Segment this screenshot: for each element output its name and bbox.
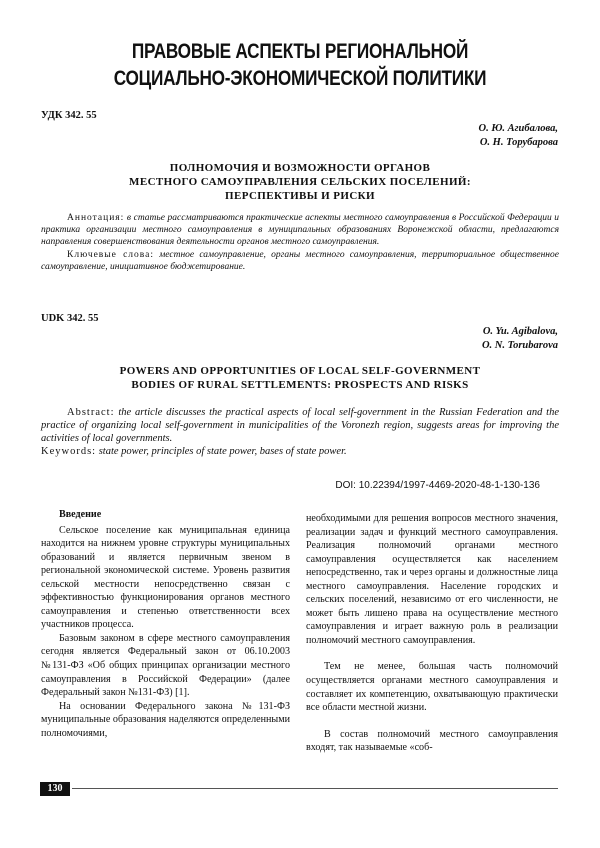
abstract <box>41 406 559 445</box>
page-number: 130 <box>40 782 70 796</box>
paragraph: На основании Федерального закона №131-ФЗ муниципальные образования наделяются определенными полномочиями, <box>41 700 290 739</box>
title-line: ПОЛНОМОЧИЯ И ВОЗМОЖНОСТИ ОРГАНОВ <box>169 162 431 174</box>
keywords-text: state power, principles of state power, bases of state power. <box>98 446 347 457</box>
paragraph: В состав полномочий местного самоуправления входят, так называемые «соб- <box>306 728 558 754</box>
abstract-en <box>41 406 559 458</box>
title-line: ПЕРСПЕКТИВЫ И РИСКИ <box>225 190 375 202</box>
paragraph: Сельское поселение как муниципальная единица находится на нижнем уровне структуры муниципальных образований и является первичным звеном в региональной экономической системе. Уровень развития сельской местности непосредственно связан с эффективностью функционирования органов местного самоуправления и степенью ответственности всех участников процесса. <box>41 524 290 631</box>
keywords-en <box>41 445 559 458</box>
keywords-label: Keywords: <box>41 446 97 457</box>
article-title-ru <box>0 161 600 203</box>
section-title-line: СОЦИАЛЬНО-ЭКОНОМИЧЕСКОЙ ПОЛИТИКИ <box>113 67 487 90</box>
abstract-ru <box>41 212 559 273</box>
abstract-label: Abstract: <box>67 407 115 418</box>
annotation <box>41 212 559 249</box>
keywords-ru <box>41 249 559 273</box>
title-line: МЕСТНОГО САМОУПРАВЛЕНИЯ СЕЛЬСКИХ ПОСЕЛЕНИЙ: <box>129 176 471 188</box>
annotation-text: в статье рассматриваются практические аспекты местного самоуправления в Российской Федерации и практика организации местного самоуправления в муниципальных образованиях Воронежской области, предлагаются направления совершенствования деятельности органов местного самоуправления. <box>41 213 560 248</box>
paragraph: Тем не менее, большая часть полномочий осуществляется органами местного самоуправления и составляет их компетенцию, охватывающую практически все области местной жизни. <box>306 661 558 714</box>
article-title-en <box>0 364 600 392</box>
body-column-left <box>41 508 290 740</box>
title-line: BODIES OF RURAL SETTLEMENTS: PROSPECTS AND RISKS <box>131 379 469 391</box>
title-line: POWERS AND OPPORTUNITIES OF LOCAL SELF-GOVERNMENT <box>119 365 481 377</box>
udk-ru: УДК 342. 55 <box>41 110 97 121</box>
abstract-text: the article discusses the practical aspects of local self-government in the Russian Federation and the practice of organizing local self-government in municipalities of the Voronezh region, suggests areas for improving the activities of local governments. <box>41 407 560 444</box>
authors-ru <box>258 122 558 150</box>
keywords-label: Ключевые слова: <box>67 249 155 260</box>
section-heading: Введение <box>59 509 102 520</box>
author: О. Ю. Агибалова, <box>478 123 558 134</box>
annotation-label: Аннотация: <box>67 213 125 223</box>
footer-rule <box>72 788 558 789</box>
doi: DOI: 10.22394/1997-4469-2020-48-1-130-136 <box>335 480 540 491</box>
section-title-line: ПРАВОВЫЕ АСПЕКТЫ РЕГИОНАЛЬНОЙ <box>131 40 469 63</box>
body-column-right <box>306 512 558 755</box>
keywords-text: местное самоуправление, органы местного самоуправления, территориальное общественное самоуправление, инициативное бюджетирование. <box>41 249 559 272</box>
udk-en: UDK 342. 55 <box>41 313 99 324</box>
author: O. N. Torubarova <box>481 340 558 351</box>
author: О. Н. Торубарова <box>479 137 558 148</box>
author: O. Yu. Agibalova, <box>482 326 558 337</box>
authors-en <box>258 325 558 353</box>
section-title <box>54 38 546 92</box>
paragraph: необходимыми для решения вопросов местного значения, реализации задач и функций местного самоуправления. Реализация полномочий органами местного самоуправления осуществляется как населением непосредственно, так и через органы и должностные лица местного самоуправления. Население городских и сельских поселений, независимо от его численности, не может быть лишено права на осуществление местного самоуправления и играет важную роль в реализации полномочий местного самоуправления. <box>306 513 558 646</box>
paragraph: Базовым законом в сфере местного самоуправления сегодня является Федеральный закон от 06.10.2003 №131-ФЗ «Об общих принципах организации местного самоуправления в Российской Федерации» (далее Федеральный закон №131-ФЗ) [1]. <box>41 632 290 699</box>
